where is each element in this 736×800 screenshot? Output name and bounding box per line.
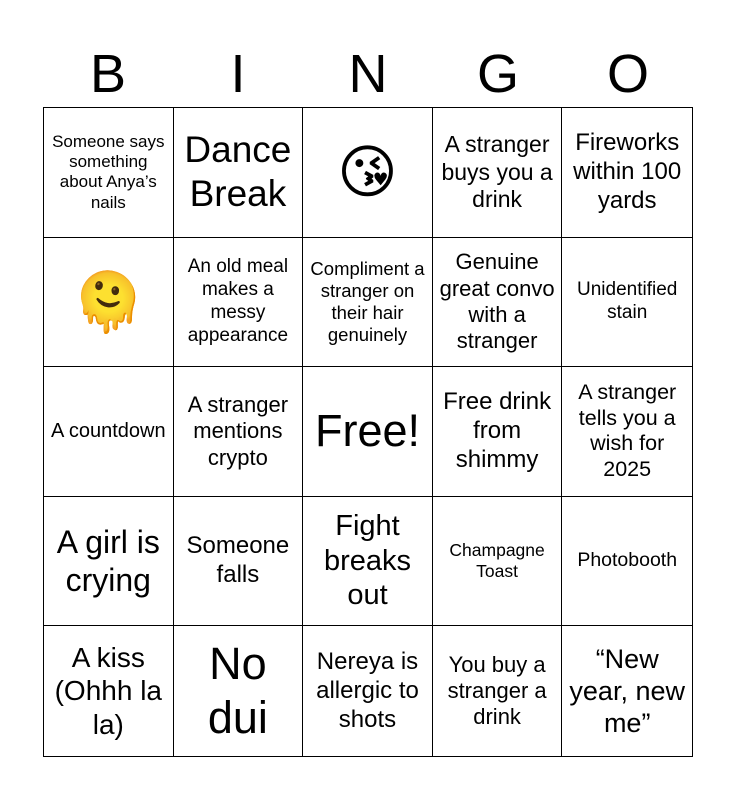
bingo-cell: A girl is crying xyxy=(44,497,174,627)
bingo-cell: Fight breaks out xyxy=(303,497,433,627)
bingo-cell: Dance Break xyxy=(174,108,304,238)
header-letter-n: N xyxy=(348,44,388,104)
bingo-cell: Free drink from shimmy xyxy=(433,367,563,497)
bingo-cell: You buy a stranger a drink xyxy=(433,626,563,756)
bingo-cell: A kiss (Ohhh la la) xyxy=(44,626,174,756)
bingo-cell: A stranger tells you a wish for 2025 xyxy=(562,367,692,497)
bingo-cell: Someone says something about Anya’s nails xyxy=(44,108,174,238)
bingo-cell: Nereya is allergic to shots xyxy=(303,626,433,756)
free-space: Free! xyxy=(303,367,433,497)
bingo-cell: Champagne Toast xyxy=(433,497,563,627)
bingo-cell: No dui xyxy=(174,626,304,756)
bingo-board xyxy=(43,107,693,757)
bingo-header xyxy=(43,40,693,108)
header-letter-g: G xyxy=(476,44,519,104)
bingo-cell: “New year, new me” xyxy=(569,643,685,739)
bingo-cell: A stranger mentions crypto xyxy=(174,367,304,497)
bingo-cell: Genuine great convo with a stranger xyxy=(433,238,563,368)
header-letter-i: I xyxy=(230,44,246,104)
bingo-cell: An old meal makes a messy appearance xyxy=(174,238,304,368)
header-letter-o: O xyxy=(606,44,649,104)
bingo-cell: Compliment a stranger on their hair genuinely xyxy=(303,238,433,368)
melting-face-icon: 🫠 xyxy=(44,238,174,368)
kissing-face-icon: 😘 xyxy=(303,108,433,238)
bingo-cell: A countdown xyxy=(44,367,174,497)
header-letter-b: B xyxy=(89,44,127,104)
bingo-cell: Fireworks within 100 yards xyxy=(562,108,692,238)
bingo-cell: Photobooth xyxy=(562,497,692,627)
bingo-cell: Unidentified stain xyxy=(562,238,692,368)
bingo-cell: A stranger buys you a drink xyxy=(433,108,563,238)
bingo-cell: Someone falls xyxy=(174,497,304,627)
